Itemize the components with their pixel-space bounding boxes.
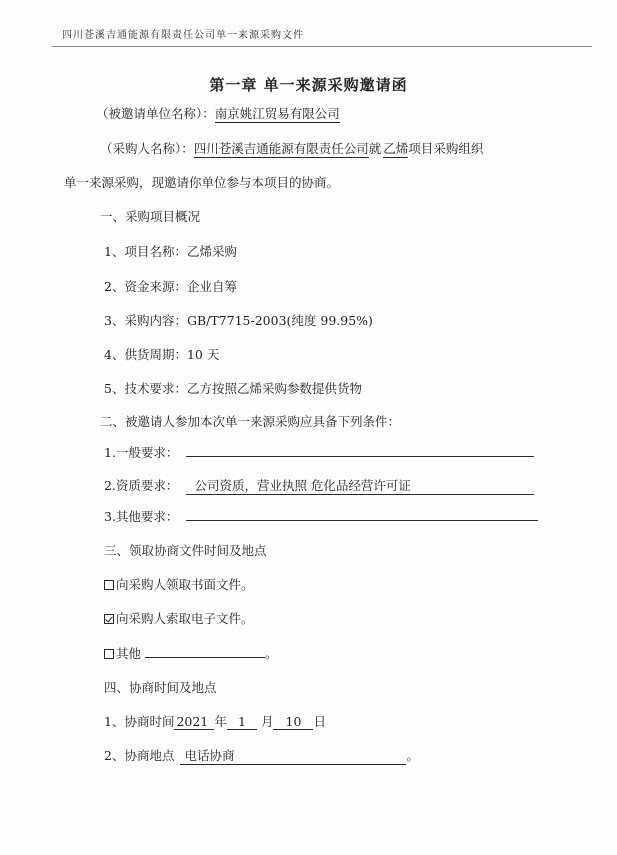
option-other-blank xyxy=(145,645,265,658)
negotiation-place-end: 。 xyxy=(406,748,419,763)
negotiation-year: 2021 xyxy=(174,714,214,730)
negotiation-time xyxy=(104,712,326,730)
invitee-label: （被邀请单位名称）： xyxy=(96,106,215,121)
negotiation-month-unit: 月 xyxy=(260,714,274,729)
negotiation-month: 1 xyxy=(227,714,257,730)
option-other xyxy=(104,644,278,662)
option-other-end: 。 xyxy=(265,646,278,661)
requirement-qualification xyxy=(104,476,534,495)
section2-heading: 二、被邀请人参加本次单一来源采购应具备下列条件： xyxy=(100,414,401,429)
purchaser-line xyxy=(100,139,483,157)
option-other-label: 其他 xyxy=(116,646,142,661)
requirement-qualification-value: 公司资质，营业执照 危化品经营许可证 xyxy=(186,476,534,495)
purchaser-line-2: 单一来源采购，现邀请你单位参与本项目的协商。 xyxy=(64,175,340,190)
purchaser-tail: 项目采购组织 xyxy=(408,141,484,156)
section4-heading: 四、协商时间及地点 xyxy=(104,680,217,695)
section1-item-2: 2、资金来源：企业自筹 xyxy=(104,279,237,294)
option-electronic-file-label: 向采购人索取电子文件。 xyxy=(116,611,254,626)
section1-item-1: 1、项目名称：乙烯采购 xyxy=(104,244,237,259)
checkbox-electronic-file[interactable] xyxy=(104,614,114,624)
negotiation-year-unit: 年 xyxy=(214,714,227,729)
requirement-general-label: 1.一般要求： xyxy=(104,445,179,460)
option-electronic-file xyxy=(104,609,254,627)
section1-item-5: 5、技术要求：乙方按照乙烯采购参数提供货物 xyxy=(104,381,362,396)
requirement-other xyxy=(104,507,538,525)
option-paper-file-label: 向采购人领取书面文件。 xyxy=(116,577,254,592)
invitee-line xyxy=(96,104,340,122)
page-title: 第一章 单一来源采购邀请函 xyxy=(209,76,408,94)
negotiation-place xyxy=(104,746,419,765)
purchaser-project: 乙烯 xyxy=(383,141,409,156)
checkbox-other[interactable] xyxy=(104,649,114,659)
requirement-other-blank xyxy=(186,508,538,521)
purchaser-value: 四川苍溪吉通能源有限责任公司 xyxy=(193,141,369,156)
negotiation-day-unit: 日 xyxy=(313,714,326,729)
section1-item-3: 3、采购内容：GB/T7715-2003(纯度 99.95%) xyxy=(104,313,373,328)
purchaser-mid: 就 xyxy=(368,141,382,156)
requirement-general xyxy=(104,443,534,461)
purchaser-label: （采购人名称）： xyxy=(100,141,194,156)
option-paper-file xyxy=(104,575,254,593)
invitee-value: 南京姚江贸易有限公司 xyxy=(214,106,340,121)
header-divider xyxy=(52,46,592,47)
section3-heading: 三、领取协商文件时间及地点 xyxy=(104,543,267,558)
running-header: 四川苍溪吉通能源有限责任公司单一来源采购文件 xyxy=(62,30,304,41)
negotiation-place-value: 电话协商 xyxy=(180,746,406,765)
section1-heading: 一、采购项目概况 xyxy=(100,209,201,224)
negotiation-time-label: 1、协商时间 xyxy=(104,714,175,729)
requirement-qualification-label: 2.资质要求： xyxy=(104,478,179,493)
negotiation-place-label: 2、协商地点 xyxy=(104,748,175,763)
checkbox-paper-file[interactable] xyxy=(104,580,114,590)
negotiation-day: 10 xyxy=(273,714,313,730)
requirement-other-label: 3.其他要求： xyxy=(104,509,179,524)
section1-item-4: 4、供货周期：10 天 xyxy=(104,347,220,362)
requirement-general-blank xyxy=(186,444,534,457)
